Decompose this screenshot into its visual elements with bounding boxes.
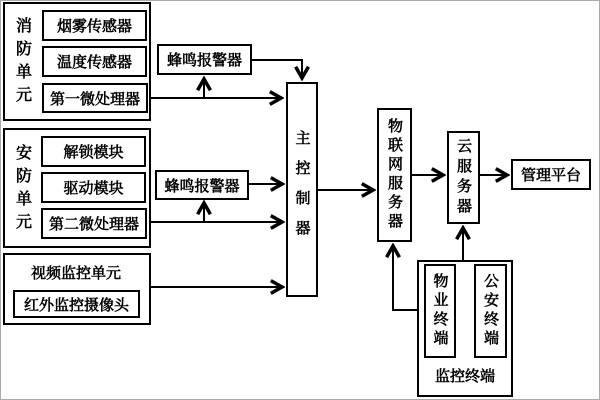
buzzer-alarm-2-node: 蜂鸣报警器	[155, 170, 249, 200]
security-unit-label: 安防单元	[13, 144, 31, 236]
smoke-sensor-node: 烟雾传感器	[42, 10, 147, 41]
cloud-server-node: 云服务器	[447, 131, 480, 224]
property-terminal-node: 物业终端	[424, 264, 456, 358]
first-mcu-node: 第一微处理器	[42, 83, 148, 113]
buzzer-alarm-1-node: 蜂鸣报警器	[157, 44, 252, 75]
edge-buzzer1-to-controller	[252, 60, 302, 78]
temp-sensor-node: 温度传感器	[42, 46, 147, 77]
unlock-module-node: 解锁模块	[41, 136, 146, 167]
management-platform-node: 管理平台	[511, 159, 591, 190]
police-terminal-node: 公安终端	[474, 264, 507, 358]
main-controller-node: 主控制器	[286, 82, 318, 297]
iot-server-node: 物联网服务器	[377, 108, 412, 242]
ir-camera-node: 红外监控摄像头	[13, 290, 140, 318]
drive-module-node: 驱动模块	[41, 172, 146, 203]
terminal-group-label: 监控终端	[434, 368, 495, 385]
second-mcu-node: 第二微处理器	[41, 208, 147, 239]
fire-unit-label: 消防单元	[13, 17, 31, 109]
video-unit-label: 视频监控单元	[30, 265, 121, 282]
